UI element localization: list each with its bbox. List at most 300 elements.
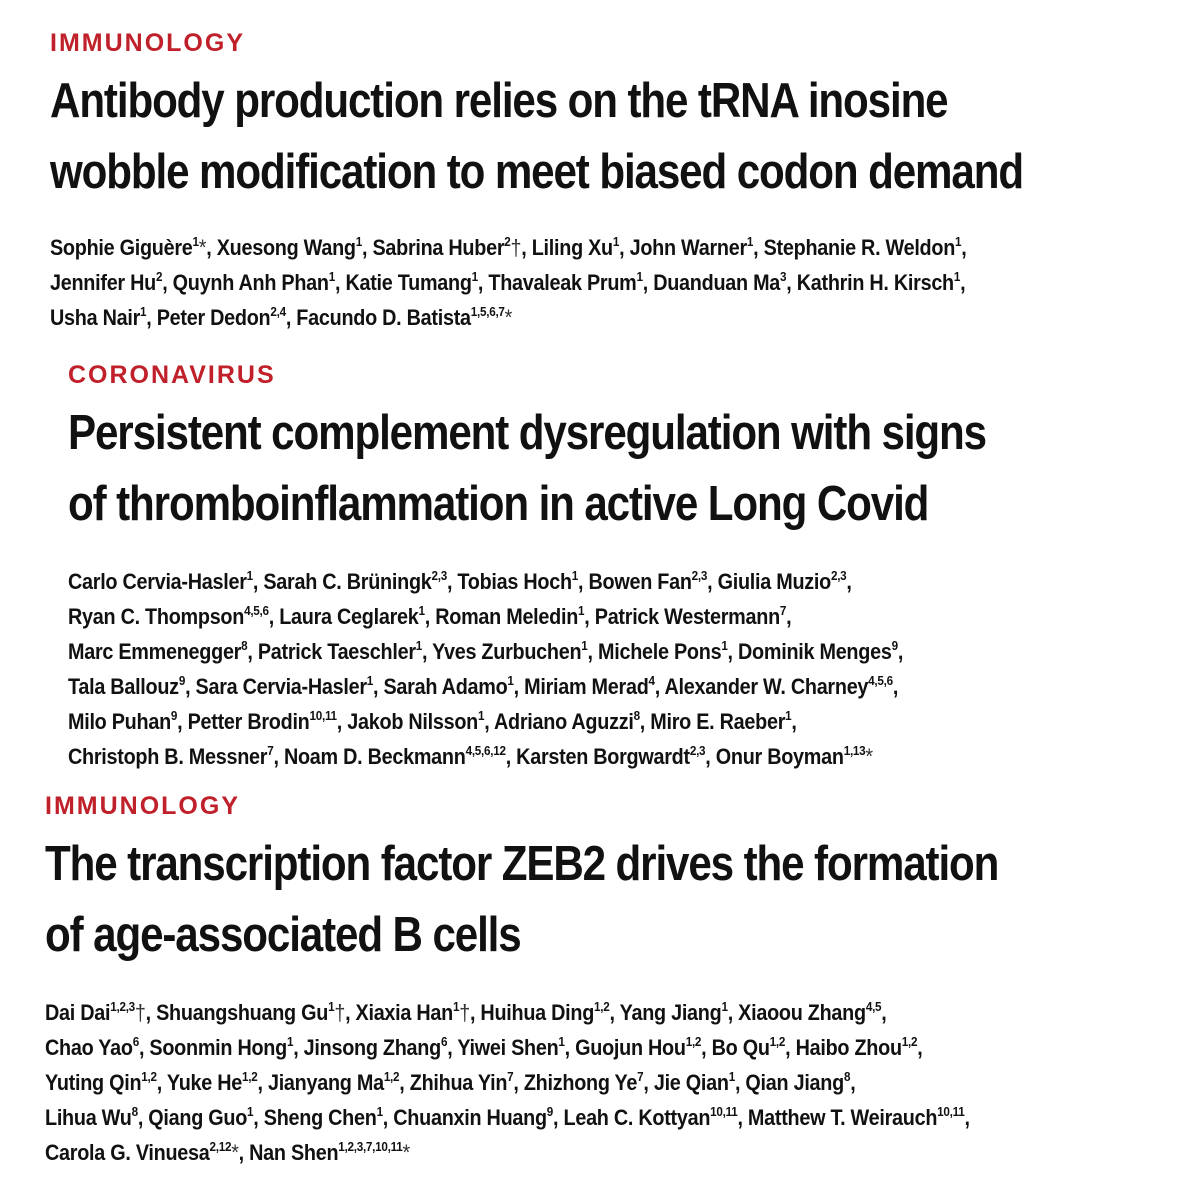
author-name: Ryan C. Thompson — [68, 604, 245, 629]
author-separator: , — [422, 639, 433, 664]
author-separator: , — [138, 1035, 150, 1060]
author-line — [68, 704, 1029, 739]
affiliation-superscript: 7 — [267, 743, 274, 758]
affiliation-superscript: 1 — [953, 269, 961, 284]
author-name: Matthew T. Weirauch — [747, 1105, 938, 1130]
author-name: John Warner — [629, 235, 747, 260]
affiliation-superscript: 1 — [471, 269, 478, 284]
author — [575, 1035, 711, 1060]
author-name: Leah C. Kottyan — [563, 1105, 711, 1130]
author-separator: , — [654, 674, 665, 699]
author-separator: , — [257, 1070, 268, 1095]
author-line — [68, 599, 1029, 634]
author-line — [50, 265, 1068, 300]
author — [650, 709, 796, 734]
author-separator: , — [477, 270, 489, 295]
affiliation-superscript: 1 — [721, 999, 728, 1014]
author-separator: , — [146, 305, 157, 330]
author-name: Yiwei Shen — [457, 1035, 559, 1060]
affiliation-superscript: 1 — [452, 999, 460, 1014]
author-separator: , — [137, 1105, 149, 1130]
author-note-mark: * — [865, 744, 873, 769]
author-separator: , — [424, 604, 436, 629]
affiliation-superscript: 7 — [507, 1069, 514, 1084]
author — [393, 1105, 563, 1130]
affiliation-superscript: 1 — [581, 638, 588, 653]
author — [372, 235, 531, 260]
author-name: Yves Zurbuchen — [432, 639, 582, 664]
author-note-mark: * — [402, 1140, 410, 1165]
author-name: Marc Emmenegger — [68, 639, 242, 664]
author — [279, 604, 435, 629]
article-3 — [45, 791, 1153, 1170]
author-note-mark: * — [231, 1140, 239, 1165]
author — [532, 235, 630, 260]
author-separator: , — [737, 1105, 748, 1130]
affiliation-superscript: 8 — [131, 1104, 138, 1119]
author-name: Huihua Ding — [480, 1000, 595, 1025]
author-separator: , — [513, 1070, 524, 1095]
author — [45, 1140, 249, 1165]
article-1 — [50, 28, 1181, 335]
author-name: Thavaleak Prum — [488, 270, 637, 295]
author-name: Peter Dedon — [156, 305, 271, 330]
author-name: Noam D. Beckmann — [283, 744, 466, 769]
article-2-title — [68, 398, 986, 540]
author-separator: , — [791, 709, 797, 734]
affiliation-superscript: 8 — [241, 638, 248, 653]
author — [196, 674, 384, 699]
affiliation-superscript: 9 — [170, 708, 178, 723]
author-separator: , — [162, 270, 173, 295]
author — [217, 235, 373, 260]
author-name: Patrick Westermann — [594, 604, 780, 629]
author-name: Giulia Muzio — [717, 569, 831, 594]
author-separator: , — [643, 1070, 654, 1095]
author-name: Sheng Chen — [263, 1105, 377, 1130]
author-name: Xuesong Wang — [216, 235, 356, 260]
author-name: Carlo Cervia-Hasler — [68, 569, 247, 594]
affiliation-superscript: 1,2,3 — [110, 999, 135, 1014]
author — [45, 1000, 156, 1025]
author-name: Miro E. Raeber — [650, 709, 786, 734]
author — [149, 1035, 303, 1060]
author — [432, 639, 598, 664]
author-name: Quynh Anh Phan — [172, 270, 329, 295]
author-name: Katie Tumang — [345, 270, 472, 295]
author-separator: , — [145, 1000, 157, 1025]
affiliation-superscript: 1 — [328, 269, 336, 284]
author — [654, 1070, 746, 1095]
affiliation-superscript: 1 — [721, 638, 728, 653]
author-name: Jianyang Ma — [267, 1070, 384, 1095]
author-separator: , — [564, 1035, 576, 1060]
author-name: Nan Shen — [249, 1140, 339, 1165]
author-name: Soonmin Hong — [149, 1035, 287, 1060]
author-line — [45, 1135, 1043, 1170]
author — [718, 569, 852, 594]
author-line — [68, 564, 1029, 599]
author-name: Jie Qian — [653, 1070, 729, 1095]
affiliation-superscript: 1 — [578, 603, 585, 618]
author-separator: , — [177, 709, 188, 734]
affiliation-superscript: 1 — [246, 568, 253, 583]
affiliation-superscript: 6 — [440, 1034, 448, 1049]
author — [712, 1035, 796, 1060]
affiliation-superscript: 2 — [155, 269, 163, 284]
author-name: Haibo Zhou — [795, 1035, 902, 1060]
author — [620, 1000, 739, 1025]
affiliation-superscript: 9 — [178, 673, 186, 688]
author-name: Christoph B. Messner — [68, 744, 268, 769]
author-separator: , — [960, 270, 966, 295]
author — [516, 744, 716, 769]
author-separator: , — [850, 1070, 856, 1095]
author-separator: , — [484, 709, 494, 734]
author-name: Qiang Guo — [148, 1105, 248, 1130]
author-note-mark: * — [198, 235, 207, 260]
affiliation-superscript: 4,5 — [865, 999, 882, 1014]
affiliation-superscript: 1 — [376, 1104, 383, 1119]
author — [457, 1035, 575, 1060]
author — [457, 569, 588, 594]
author-separator: , — [469, 1000, 481, 1025]
author — [480, 1000, 619, 1025]
author-name: Roman Meledin — [435, 604, 579, 629]
author-separator: , — [238, 1140, 250, 1165]
author-name: Xiaoou Zhang — [738, 1000, 866, 1025]
article-1-section-label: IMMUNOLOGY — [50, 29, 245, 57]
author — [595, 604, 792, 629]
author-separator: , — [587, 639, 599, 664]
author — [68, 674, 196, 699]
affiliation-superscript: 1 — [328, 999, 335, 1014]
author-separator: , — [268, 604, 280, 629]
title-line: of age-associated B cells — [45, 908, 521, 962]
author-name: Miriam Merad — [524, 674, 649, 699]
author — [748, 1105, 970, 1130]
author-note-mark: * — [504, 305, 513, 330]
author-name: Sabrina Huber — [372, 235, 505, 260]
author — [383, 674, 524, 699]
author-line — [45, 995, 1043, 1030]
author-note-mark: † — [134, 1000, 146, 1025]
author-separator: , — [892, 674, 899, 699]
author-name: Dominik Menges — [738, 639, 892, 664]
author-note-mark: † — [334, 1000, 346, 1025]
author — [68, 744, 284, 769]
author — [716, 744, 873, 769]
author — [563, 1105, 747, 1130]
author — [797, 270, 966, 295]
affiliation-superscript: 1,13 — [843, 743, 866, 758]
author-name: Shuangshuang Gu — [156, 1000, 329, 1025]
article-2-authors — [68, 564, 1029, 774]
author-name: Alexander W. Charney — [664, 674, 869, 699]
affiliation-superscript: 3 — [780, 269, 787, 284]
author-separator: , — [846, 569, 852, 594]
author-name: Chao Yao — [45, 1035, 133, 1060]
affiliation-superscript: 1 — [286, 1034, 294, 1049]
affiliation-superscript: 1 — [418, 603, 425, 618]
affiliation-superscript: 1 — [140, 304, 147, 319]
author-name: Usha Nair — [50, 305, 141, 330]
author — [630, 235, 764, 260]
author-separator: , — [345, 1000, 356, 1025]
author-separator: , — [578, 569, 589, 594]
author — [173, 270, 346, 295]
article-1-authors — [50, 230, 1068, 335]
author — [598, 639, 738, 664]
author-name: Yuting Qin — [45, 1070, 142, 1095]
author — [665, 674, 899, 699]
author-separator: , — [247, 639, 258, 664]
author-separator: , — [705, 744, 716, 769]
author-separator: , — [639, 709, 651, 734]
affiliation-superscript: 1 — [785, 708, 792, 723]
author — [148, 1105, 263, 1130]
affiliation-superscript: 4,5,6 — [868, 673, 893, 688]
author-name: Duanduan Ma — [653, 270, 781, 295]
author-separator: , — [701, 1035, 712, 1060]
affiliation-superscript: 1 — [507, 673, 514, 688]
title-line: Antibody production relies on the tRNA inosine — [50, 74, 948, 128]
author — [347, 709, 494, 734]
author-name: Jakob Nilsson — [347, 709, 479, 734]
author — [249, 1140, 410, 1165]
affiliation-superscript: 1,2,3,7,10,11 — [338, 1139, 403, 1154]
author-name: Onur Boyman — [715, 744, 844, 769]
affiliation-superscript: 1 — [247, 1104, 254, 1119]
title-line: of thromboinflammation in active Long Covid — [68, 477, 929, 531]
author-separator: , — [206, 235, 217, 260]
author-name: Milo Puhan — [68, 709, 171, 734]
author — [68, 709, 188, 734]
author-name: Sophie Giguère — [50, 235, 193, 260]
author-name: Bo Qu — [711, 1035, 770, 1060]
author — [45, 1070, 167, 1095]
author — [264, 1105, 394, 1130]
author — [68, 604, 279, 629]
author-separator: , — [584, 604, 595, 629]
affiliation-superscript: 10,11 — [710, 1104, 738, 1119]
author-separator: , — [273, 744, 284, 769]
author — [268, 1070, 410, 1095]
author-name: Michele Pons — [598, 639, 722, 664]
affiliation-superscript: 7 — [637, 1069, 644, 1084]
author-separator: , — [707, 569, 718, 594]
author-line — [50, 300, 1068, 335]
author-name: Xiaxia Han — [355, 1000, 453, 1025]
author — [494, 709, 650, 734]
author-name: Yuke He — [166, 1070, 243, 1095]
author — [738, 1000, 886, 1025]
author-separator: , — [786, 270, 797, 295]
author-name: Jennifer Hu — [50, 270, 156, 295]
author-separator: , — [446, 569, 458, 594]
author — [68, 639, 258, 664]
author-separator: , — [361, 235, 373, 260]
affiliation-superscript: 1,2 — [383, 1069, 400, 1084]
author — [764, 235, 967, 260]
author-separator: , — [785, 1035, 796, 1060]
author — [50, 270, 173, 295]
author-name: Sarah Adamo — [383, 674, 508, 699]
affiliation-superscript: 2,12 — [209, 1139, 232, 1154]
author-line — [45, 1065, 1043, 1100]
affiliation-superscript: 8 — [843, 1069, 851, 1084]
author-name: Sara Cervia-Hasler — [195, 674, 367, 699]
author-separator: , — [619, 235, 630, 260]
affiliation-superscript: 10,11 — [309, 708, 337, 723]
author-name: Lihua Wu — [45, 1105, 132, 1130]
author-name: Sarah C. Brüningk — [263, 569, 432, 594]
affiliation-superscript: 1,5,6,7 — [470, 304, 505, 319]
affiliation-superscript: 1,2 — [685, 1034, 702, 1049]
author-separator: , — [505, 744, 517, 769]
author — [167, 1070, 268, 1095]
author — [45, 1035, 149, 1060]
author — [796, 1035, 923, 1060]
author-name: Qian Jiang — [745, 1070, 844, 1095]
author — [296, 305, 512, 330]
author-line — [68, 739, 1029, 774]
author — [50, 305, 157, 330]
affiliation-superscript: 1,2 — [242, 1069, 258, 1084]
author-separator: , — [253, 1105, 264, 1130]
affiliation-superscript: 1 — [612, 234, 620, 249]
author-separator: , — [156, 1070, 167, 1095]
author-name: Adriano Aguzzi — [493, 709, 634, 734]
author — [356, 1000, 481, 1025]
affiliation-superscript: 1 — [415, 638, 423, 653]
author-name: Yang Jiang — [619, 1000, 722, 1025]
author-name: Dai Dai — [45, 1000, 111, 1025]
author-name: Petter Brodin — [187, 709, 310, 734]
author — [524, 674, 664, 699]
affiliation-superscript: 1 — [571, 568, 579, 583]
affiliation-superscript: 8 — [633, 708, 640, 723]
author — [345, 270, 488, 295]
author — [488, 270, 653, 295]
author-separator: , — [335, 270, 346, 295]
author-name: Laura Ceglarek — [279, 604, 419, 629]
author-separator: , — [964, 1105, 970, 1130]
article-3-section-label: IMMUNOLOGY — [45, 792, 240, 820]
affiliation-superscript: 4,5,6,12 — [465, 743, 506, 758]
author-separator: , — [917, 1035, 923, 1060]
author-separator: , — [382, 1105, 394, 1130]
author-separator: , — [336, 709, 348, 734]
affiliation-superscript: 1,2 — [594, 999, 610, 1014]
author-line — [68, 634, 1029, 669]
affiliation-superscript: 1 — [746, 234, 754, 249]
affiliation-superscript: 2 — [504, 234, 511, 249]
author — [410, 1070, 524, 1095]
affiliation-superscript: 4,5,6 — [244, 603, 269, 618]
author-name: Facundo D. Batista — [296, 305, 471, 330]
author-separator: , — [609, 1000, 620, 1025]
affiliation-superscript: 1 — [355, 234, 362, 249]
author — [745, 1070, 855, 1095]
article-1-title — [50, 66, 1023, 208]
author — [738, 639, 903, 664]
affiliation-superscript: 2,3 — [431, 568, 447, 583]
affiliation-superscript: 1 — [636, 269, 643, 284]
author-note-mark: † — [510, 235, 522, 260]
author-name: Liling Xu — [531, 235, 613, 260]
author-name: Bowen Fan — [588, 569, 692, 594]
affiliation-superscript: 7 — [779, 603, 787, 618]
author — [263, 569, 457, 594]
affiliation-superscript: 4 — [648, 673, 655, 688]
affiliation-superscript: 1,2 — [141, 1069, 157, 1084]
author-separator: , — [642, 270, 654, 295]
author-line — [45, 1100, 1043, 1135]
author-name: Tobias Hoch — [457, 569, 572, 594]
author-separator: , — [961, 235, 967, 260]
affiliation-superscript: 1 — [728, 1069, 735, 1084]
affiliation-superscript: 1 — [366, 673, 374, 688]
article-2-section-label: CORONAVIRUS — [68, 361, 276, 389]
author-name: Zhihua Yin — [409, 1070, 508, 1095]
affiliation-superscript: 1,2 — [769, 1034, 786, 1049]
affiliation-superscript: 1 — [478, 708, 485, 723]
author-separator: , — [786, 604, 792, 629]
author-name: Guojun Hou — [575, 1035, 686, 1060]
affiliation-superscript: 1 — [192, 234, 199, 249]
author-separator: , — [727, 639, 739, 664]
affiliation-superscript: 1 — [955, 234, 962, 249]
author-separator: , — [734, 1070, 746, 1095]
affiliation-superscript: 9 — [891, 638, 898, 653]
author-separator: , — [897, 639, 904, 664]
author-line — [68, 669, 1029, 704]
author-name: Stephanie R. Weldon — [763, 235, 956, 260]
author-separator: , — [753, 235, 764, 260]
author — [157, 305, 297, 330]
author-name: Jinsong Zhang — [303, 1035, 441, 1060]
author-line — [50, 230, 1068, 265]
author-separator: , — [293, 1035, 304, 1060]
author-separator: , — [399, 1070, 410, 1095]
author-separator: , — [513, 674, 525, 699]
affiliation-superscript: 2,4 — [270, 304, 286, 319]
author-separator: , — [553, 1105, 564, 1130]
author — [284, 744, 516, 769]
author-line — [45, 1030, 1043, 1065]
author — [50, 235, 217, 260]
affiliation-superscript: 10,11 — [937, 1104, 965, 1119]
author-note-mark: † — [459, 1000, 470, 1025]
author — [156, 1000, 355, 1025]
author-separator: , — [185, 674, 196, 699]
author-separator: , — [447, 1035, 458, 1060]
affiliation-superscript: 2,3 — [691, 568, 708, 583]
author-separator: , — [521, 235, 532, 260]
article-3-title — [45, 829, 998, 971]
article-3-authors — [45, 995, 1043, 1170]
author-separator: , — [727, 1000, 739, 1025]
author-separator: , — [252, 569, 264, 594]
author — [45, 1105, 148, 1130]
title-line: wobble modification to meet biased codon demand — [50, 145, 1023, 199]
affiliation-superscript: 9 — [546, 1104, 554, 1119]
author-name: Patrick Taeschler — [257, 639, 416, 664]
author-name: Karsten Borgwardt — [516, 744, 690, 769]
author — [589, 569, 718, 594]
author — [258, 639, 432, 664]
